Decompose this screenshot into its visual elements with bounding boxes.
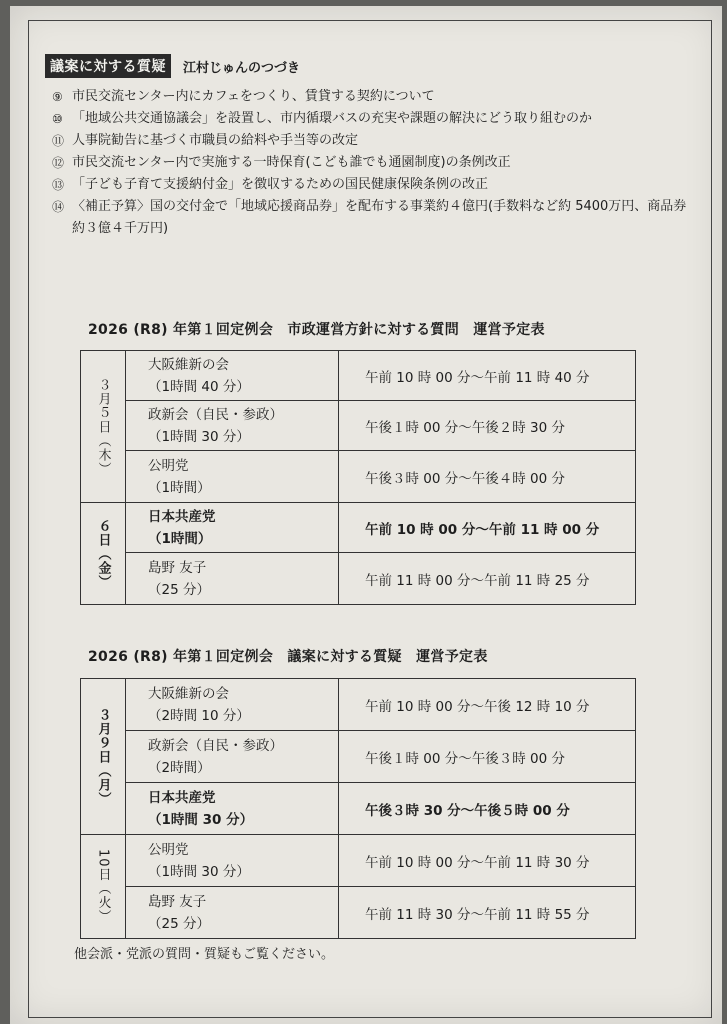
list-item — [52, 152, 692, 174]
time-cell: 午後１時 00 分〜午後３時 00 分 — [339, 731, 636, 783]
party-name: 政新会（自民・参政） — [148, 737, 283, 754]
schedule2-title: 2026 (R8) 年第１回定例会 議案に対する質疑 運営予定表 — [88, 649, 488, 665]
table-row — [81, 783, 636, 835]
schedule2-table — [80, 678, 636, 939]
party-cell — [126, 503, 339, 553]
time-cell: 午前 11 時 00 分〜午前 11 時 25 分 — [339, 553, 636, 605]
party-name: 日本共産党 — [148, 508, 216, 525]
party-duration: （1時間 30 分） — [148, 811, 254, 828]
party-name: 大阪維新の会 — [148, 356, 229, 373]
time-cell: 午前 10 時 00 分〜午前 11 時 00 分 — [339, 503, 636, 553]
table-row — [81, 887, 636, 939]
item-text: 市民交流センター内にカフェをつくり、賃貸する契約について — [72, 89, 435, 104]
item-text: 〈補正予算〉国の交付金で「地域応援商品券」を配布する事業約４億円(手数料など約 5400万円、商品券約３億４千万円) — [72, 199, 687, 236]
party-name: 日本共産党 — [148, 789, 216, 806]
party-cell — [126, 835, 339, 887]
party-cell — [126, 887, 339, 939]
time-cell: 午前 11 時 30 分〜午前 11 時 55 分 — [339, 887, 636, 939]
party-cell — [126, 553, 339, 605]
table-row — [81, 731, 636, 783]
party-duration: （1時間） — [148, 530, 212, 547]
party-cell — [126, 783, 339, 835]
time-cell: 午後３時 30 分〜午後５時 00 分 — [339, 783, 636, 835]
section-subtitle: 江村じゅんのつづき — [183, 60, 301, 76]
table-row — [81, 835, 636, 887]
party-duration: （25 分） — [148, 581, 210, 598]
party-cell — [126, 451, 339, 503]
table-row — [81, 351, 636, 401]
item-text: 市民交流センター内で実施する一時保育(こども誰でも通園制度)の条例改正 — [72, 155, 511, 170]
table-row — [81, 553, 636, 605]
section-tag: 議案に対する質疑 — [45, 54, 171, 78]
party-name: 島野 友子 — [148, 559, 207, 576]
item-number: ⑪ — [52, 134, 65, 148]
list-item — [52, 86, 692, 108]
list-item — [52, 196, 692, 240]
item-number: ⑩ — [52, 112, 63, 126]
party-duration: （25 分） — [148, 915, 210, 932]
list-item — [52, 130, 692, 152]
time-cell: 午後１時 00 分〜午後２時 30 分 — [339, 401, 636, 451]
item-number: ⑬ — [52, 178, 65, 192]
party-cell — [126, 351, 339, 401]
party-duration: （1時間 30 分） — [148, 863, 250, 880]
footer-note: 他会派・党派の質問・質疑もご覧ください。 — [74, 947, 335, 962]
party-cell — [126, 731, 339, 783]
table-row — [81, 451, 636, 503]
item-number: ⑭ — [52, 200, 65, 214]
item-number: ⑫ — [52, 156, 65, 170]
date-cell: ３月５日（木） — [81, 351, 126, 503]
item-text: 人事院勧告に基づく市職員の給料や手当等の改定 — [72, 133, 359, 148]
item-number: ⑨ — [52, 90, 63, 104]
party-name: 大阪維新の会 — [148, 685, 229, 702]
time-cell: 午前 10 時 00 分〜午後 12 時 10 分 — [339, 679, 636, 731]
party-cell — [126, 679, 339, 731]
party-name: 島野 友子 — [148, 893, 207, 910]
party-name: 公明党 — [148, 457, 189, 474]
time-cell: 午前 10 時 00 分〜午前 11 時 40 分 — [339, 351, 636, 401]
time-cell: 午前 10 時 00 分〜午前 11 時 30 分 — [339, 835, 636, 887]
party-name: 政新会（自民・参政） — [148, 406, 283, 423]
party-duration: （2時間） — [148, 759, 211, 776]
item-text: 「子ども子育て支援納付金」を徴収するための国民健康保険条例の改正 — [72, 177, 489, 192]
party-name: 公明党 — [148, 841, 189, 858]
section-header — [45, 54, 300, 78]
item-text: 「地域公共交通協議会」を設置し、市内循環バスの充実や課題の解決にどう取り組むのか — [72, 111, 593, 126]
party-duration: （1時間 30 分） — [148, 428, 250, 445]
list-item — [52, 174, 692, 196]
date-cell: 10日（火） — [81, 835, 126, 939]
schedule1-table — [80, 350, 636, 605]
agenda-list — [52, 86, 692, 240]
date-cell: ６日（金） — [81, 503, 126, 605]
party-cell — [126, 401, 339, 451]
table-row — [81, 401, 636, 451]
party-duration: （1時間 40 分） — [148, 378, 250, 395]
party-duration: （1時間） — [148, 479, 211, 496]
party-duration: （2時間 10 分） — [148, 707, 250, 724]
table-row — [81, 679, 636, 731]
time-cell: 午後３時 00 分〜午後４時 00 分 — [339, 451, 636, 503]
table-row — [81, 503, 636, 553]
list-item — [52, 108, 692, 130]
schedule1-title: 2026 (R8) 年第１回定例会 市政運営方針に対する質問 運営予定表 — [88, 322, 545, 338]
date-cell: ３月９日（月） — [81, 679, 126, 835]
